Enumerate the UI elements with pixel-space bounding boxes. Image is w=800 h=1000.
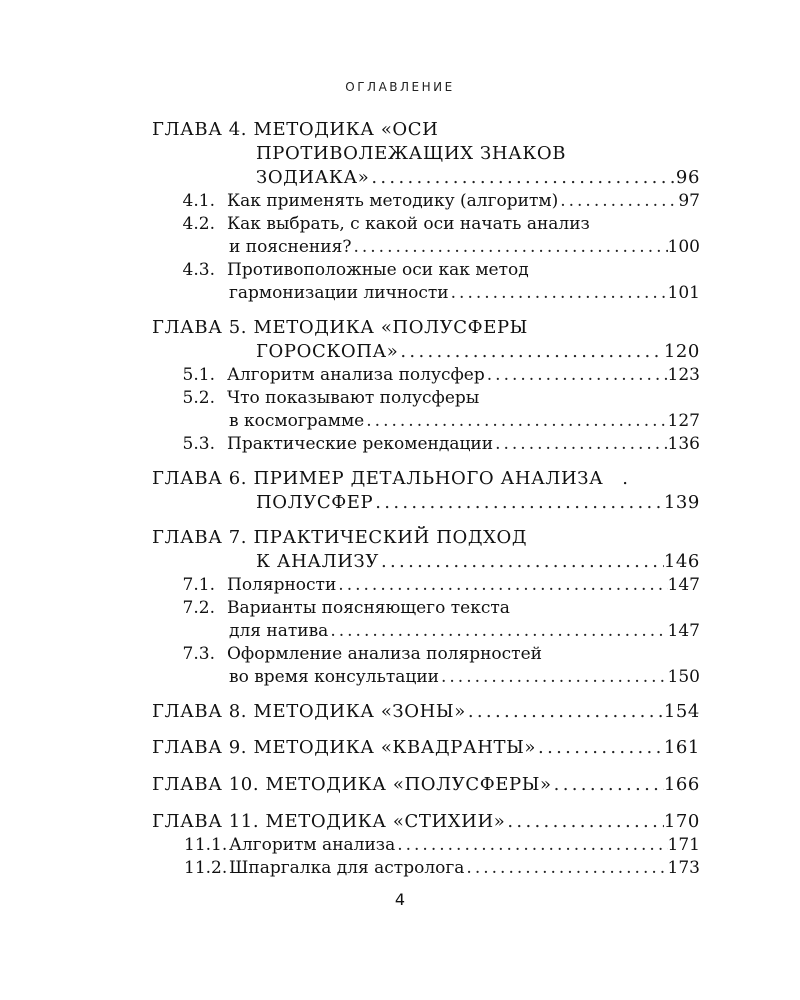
dot-leader [364, 409, 667, 433]
chapter-title: МЕТОДИКА «ПОЛУСФЕРЫ [253, 317, 528, 338]
chapter-label: ГЛАВА 5. [152, 317, 248, 338]
page-number: 100 [667, 237, 700, 257]
section-title: для натива [229, 621, 329, 641]
page-number: 139 [663, 492, 700, 513]
toc-section-5-2-cont[interactable] [229, 409, 700, 433]
toc-section-5-1[interactable] [170, 363, 700, 387]
chapter-label: ГЛАВА 9. [152, 737, 248, 758]
toc-section-4-3[interactable] [170, 258, 700, 282]
section-number: 7.1. [182, 575, 215, 595]
chapter-title: ГОРОСКОПА» [256, 341, 399, 362]
chapter-title: ПРОТИВОЛЕЖАЩИХ ЗНАКОВ [256, 143, 567, 164]
page-number: 161 [663, 737, 700, 758]
stray-dot: . [622, 468, 629, 489]
section-title: в космограмме [229, 411, 365, 431]
toc-section-7-3[interactable] [170, 642, 700, 666]
chapter-title: МЕТОДИКА «ЗОНЫ» [253, 701, 466, 722]
toc-chapter-6[interactable] [152, 467, 700, 491]
section-title: Оформление анализа полярностей [227, 644, 542, 664]
toc-section-5-3[interactable] [170, 432, 700, 456]
toc-chapter-8[interactable] [152, 700, 700, 724]
section-number: 7.2. [182, 598, 215, 618]
page-number: 147 [667, 621, 700, 641]
page-number: 173 [667, 858, 700, 878]
dot-leader [493, 432, 667, 456]
page-number: 150 [667, 667, 700, 687]
chapter-title: ПРАКТИЧЕСКИЙ ПОДХОД [253, 527, 528, 548]
dot-leader [505, 810, 663, 834]
dot-leader [351, 235, 667, 259]
section-title: Полярности [227, 575, 337, 595]
page-header: ОГЛАВЛЕНИЕ [345, 80, 455, 94]
page-number: 146 [663, 551, 700, 572]
dot-leader [536, 736, 664, 760]
chapter-label: ГЛАВА 7. [152, 527, 248, 548]
page-number: 170 [663, 811, 700, 832]
dot-leader [369, 166, 676, 190]
section-number: 11.1. [184, 835, 228, 855]
dot-leader [379, 550, 664, 574]
chapter-label: ГЛАВА 6. [152, 468, 248, 489]
dot-leader [398, 340, 663, 364]
toc-chapter-7-end[interactable] [256, 550, 700, 574]
page-number: 101 [667, 283, 700, 303]
section-title: Варианты поясняющего текста [227, 598, 510, 618]
toc-section-11-2[interactable] [184, 856, 700, 880]
chapter-title: МЕТОДИКА «ПОЛУСФЕРЫ» [265, 774, 552, 795]
page-number: 171 [667, 835, 700, 855]
chapter-title: МЕТОДИКА «СТИХИИ» [265, 811, 506, 832]
page-number: 147 [667, 575, 700, 595]
section-number: 5.3. [182, 434, 215, 454]
page-number-footer: 4 [394, 890, 406, 909]
dot-leader [466, 700, 664, 724]
toc-section-7-1[interactable] [170, 573, 700, 597]
page-number: 166 [663, 774, 700, 795]
toc-chapter-5-end[interactable] [256, 340, 700, 364]
toc-section-7-3-cont[interactable] [229, 665, 700, 689]
section-number: 11.2. [184, 858, 228, 878]
toc-chapter-4[interactable] [152, 118, 700, 142]
toc-chapter-11[interactable] [152, 810, 700, 834]
section-number: 5.2. [182, 388, 215, 408]
page-number: 96 [675, 167, 700, 188]
toc-chapter-4-cont [256, 142, 700, 166]
toc-section-7-2[interactable] [170, 596, 700, 620]
page-number: 127 [667, 411, 700, 431]
chapter-label: ГЛАВА 10. [152, 774, 260, 795]
chapter-title: ЗОДИАКА» [256, 167, 370, 188]
chapter-label: ГЛАВА 4. [152, 119, 248, 140]
dot-leader [485, 363, 668, 387]
section-title: Шпаргалка для астролога [229, 858, 465, 878]
chapter-label: ГЛАВА 8. [152, 701, 248, 722]
page-number: 123 [667, 365, 700, 385]
section-number: 7.3. [182, 644, 215, 664]
toc-section-4-2[interactable] [170, 212, 700, 236]
toc-chapter-6-end[interactable] [256, 491, 700, 515]
section-title: Противоположные оси как метод [227, 260, 529, 280]
page-number: 154 [663, 701, 700, 722]
section-title: Как выбрать, с какой оси начать анализ [227, 214, 590, 234]
toc-chapter-10[interactable] [152, 773, 700, 797]
chapter-title: МЕТОДИКА «ОСИ [253, 119, 439, 140]
toc-section-4-3-cont[interactable] [229, 281, 700, 305]
page-number: 97 [678, 191, 700, 211]
toc-chapter-9[interactable] [152, 736, 700, 760]
page-number: 136 [667, 434, 700, 454]
chapter-title: К АНАЛИЗУ [256, 551, 379, 572]
dot-leader [328, 619, 667, 643]
section-number: 4.1. [182, 191, 215, 211]
dot-leader [449, 281, 668, 305]
toc-section-7-2-cont[interactable] [229, 619, 700, 643]
toc-chapter-4-end[interactable] [256, 166, 700, 190]
chapter-label: ГЛАВА 11. [152, 811, 260, 832]
section-title: Что показывают полусферы [227, 388, 480, 408]
dot-leader [464, 856, 667, 880]
toc-section-5-2[interactable] [170, 386, 700, 410]
dot-leader [373, 491, 664, 515]
section-title: и пояснения? [229, 237, 352, 257]
toc-chapter-5[interactable] [152, 316, 700, 340]
toc-section-11-1[interactable] [184, 833, 700, 857]
dot-leader [336, 573, 667, 597]
dot-leader [395, 833, 667, 857]
dot-leader [558, 189, 678, 213]
section-title: гармонизации личности [229, 283, 449, 303]
chapter-title: ПРИМЕР ДЕТАЛЬНОГО АНАЛИЗА [253, 468, 604, 489]
section-title: Как применять методику (алгоритм) [227, 191, 559, 211]
section-number: 5.1. [182, 365, 215, 385]
section-title: Алгоритм анализа [229, 835, 396, 855]
chapter-title: МЕТОДИКА «КВАДРАНТЫ» [253, 737, 537, 758]
section-title: во время консультации [229, 667, 439, 687]
section-number: 4.3. [182, 260, 215, 280]
toc-section-4-1[interactable] [170, 189, 700, 213]
page-number: 120 [663, 341, 700, 362]
section-number: 4.2. [182, 214, 215, 234]
chapter-title: ПОЛУСФЕР [256, 492, 374, 513]
section-title: Практические рекомендации [227, 434, 494, 454]
section-title: Алгоритм анализа полусфер [227, 365, 485, 385]
dot-leader [552, 773, 664, 797]
toc-chapter-7[interactable] [152, 526, 700, 550]
toc-section-4-2-cont[interactable] [229, 235, 700, 259]
dot-leader [439, 665, 668, 689]
